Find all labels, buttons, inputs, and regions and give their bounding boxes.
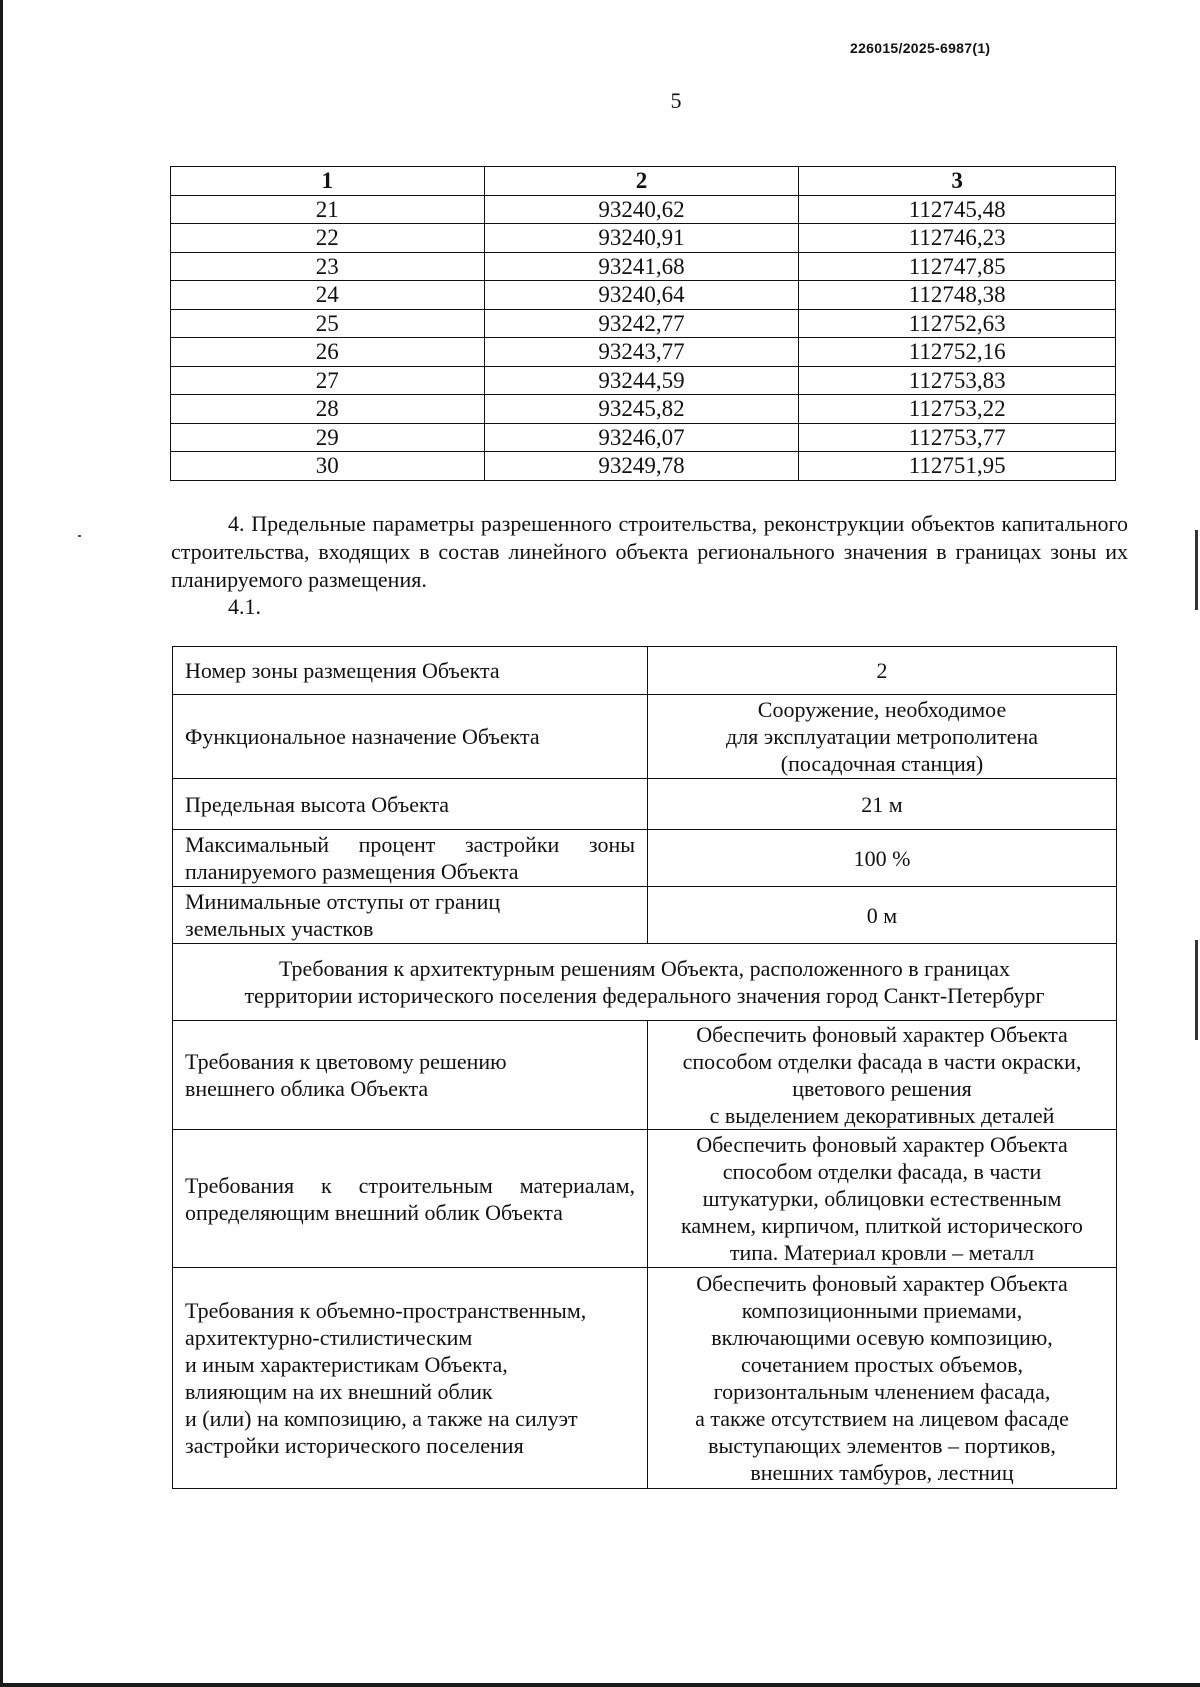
column-header: 3 [799,167,1116,196]
zone-number-value: 2 [648,647,1117,695]
materials-value-line: типа. Материал кровли – металл [729,1240,1035,1265]
point-number: 28 [171,395,485,424]
table-row [171,423,1116,452]
function-value-line: (посадочная станция) [780,751,984,776]
min-setbacks-value: 0 м [648,887,1117,944]
coordinate-y: 112746,23 [799,224,1116,253]
point-number: 21 [171,195,485,224]
coordinate-y: 112751,95 [799,452,1116,481]
zone-number-label: Номер зоны размещения Объекта [173,647,648,695]
column-header: 1 [171,167,485,196]
spatial-label-line: Требования к объемно-пространственным, [185,1298,587,1323]
spatial-value-line: Обеспечить фоновый характер Объекта [696,1271,1068,1296]
coordinate-x: 93242,77 [484,309,799,338]
spatial-label-line: влияющим на их внешний облик [185,1379,493,1404]
scan-edge-left [0,0,3,1687]
table-row [171,195,1116,224]
max-percent-label [173,830,648,887]
subsection-4-1-label: 4.1. [228,594,261,619]
coordinate-y: 112745,48 [799,195,1116,224]
table-row [173,1021,1117,1130]
coordinate-x: 93245,82 [484,395,799,424]
color-solution-value-line: с выделением декоративных деталей [709,1103,1055,1128]
point-number: 29 [171,423,485,452]
table-row [173,830,1117,887]
min-setbacks-label [173,887,648,944]
materials-value [648,1130,1117,1268]
materials-value-line: камнем, кирпичом, плиткой исторического [681,1213,1083,1238]
spatial-value-line: сочетанием простых объемов, [741,1352,1023,1377]
table-row [171,338,1116,367]
table-row [171,281,1116,310]
max-percent-value: 100 % [648,830,1117,887]
min-setbacks-label-line: Минимальные отступы от границ [185,889,501,914]
parameters-table [172,646,1117,1489]
table-row [171,452,1116,481]
color-solution-value-line: цветового решения [792,1076,972,1101]
point-number: 23 [171,252,485,281]
materials-value-line: способом отделки фасада, в части [722,1159,1042,1184]
coordinate-x: 93243,77 [484,338,799,367]
function-value-line: Сооружение, необходимое [757,697,1007,722]
coordinate-y: 112752,16 [799,338,1116,367]
spatial-label-line: и (или) на композицию, а также на силуэт [185,1406,578,1431]
table-row [173,1268,1117,1489]
coordinate-x: 93240,62 [484,195,799,224]
table-row [173,647,1117,695]
materials-value-line: Обеспечить фоновый характер Объекта [696,1132,1068,1157]
architectural-requirements-line: территории исторического поселения федерального значения город Санкт-Петербург [244,983,1045,1008]
spatial-value-line: внешних тамбуров, лестниц [750,1460,1014,1485]
table-row [171,395,1116,424]
scan-mark-right [1195,940,1198,1040]
coordinate-x: 93240,91 [484,224,799,253]
document-number: 226015/2025-6987(1) [850,40,991,56]
table-row [173,695,1117,779]
coordinate-x: 93240,64 [484,281,799,310]
materials-label [173,1130,648,1268]
scan-edge-bottom [0,1683,1200,1687]
color-solution-label-line: Требования к цветовому решению [185,1049,507,1074]
table-row [173,887,1117,944]
spatial-value-line: включающими осевую композицию, [711,1325,1053,1350]
min-setbacks-label-line: земельных участков [185,916,374,941]
coordinate-x: 93249,78 [484,452,799,481]
scan-dot [78,535,81,537]
color-solution-value-line: Обеспечить фоновый характер Объекта [696,1022,1068,1047]
max-height-label: Предельная высота Объекта [173,779,648,830]
table-row [173,944,1117,1021]
architectural-requirements-line: Требования к архитектурным решениям Объекта, расположенного в границах [278,956,1011,981]
coordinates-table [170,166,1116,481]
spatial-label [173,1268,648,1489]
coordinate-y: 112753,22 [799,395,1116,424]
spatial-label-line: застройки исторического поселения [185,1433,524,1458]
color-solution-label-line: внешнего облика Объекта [185,1076,429,1101]
max-height-value: 21 м [648,779,1117,830]
spatial-value-line: а также отсутствием на лицевом фасаде [695,1406,1069,1431]
materials-label-line: Требования к строительным материалам, [185,1172,635,1198]
materials-value-line: штукатурки, облицовки естественным [702,1186,1062,1211]
coordinate-y: 112753,83 [799,366,1116,395]
coordinate-y: 112753,77 [799,423,1116,452]
table-row [171,309,1116,338]
spatial-value-line: горизонтальным членением фасада, [713,1379,1051,1404]
table-row [171,366,1116,395]
point-number: 24 [171,281,485,310]
point-number: 26 [171,338,485,367]
max-percent-label-line: Максимальный процент застройки зоны [185,832,635,857]
architectural-requirements-header [173,944,1117,1021]
materials-label-line: определяющим внешний облик Объекта [185,1199,563,1225]
max-percent-label-line: планируемого размещения Объекта [185,859,519,884]
point-number: 22 [171,224,485,253]
spatial-value-line: выступающих элементов – портиков, [708,1433,1056,1458]
table-row [173,779,1117,830]
page-number: 5 [670,88,682,113]
point-number: 25 [171,309,485,338]
table-row [173,1130,1117,1268]
column-header: 2 [484,167,799,196]
coordinate-x: 93241,68 [484,252,799,281]
function-value [648,695,1117,779]
point-number: 30 [171,452,485,481]
table-header-row [171,167,1116,196]
coordinate-y: 112752,63 [799,309,1116,338]
color-solution-label [173,1021,648,1130]
coordinate-y: 112748,38 [799,281,1116,310]
coordinate-x: 93246,07 [484,423,799,452]
section-4-paragraph: 4. Предельные параметры разрешенного строительства, реконструкции объектов капитального строительства, входящих в состав линейного объекта регионального значения в границах зоны их планируемого размещения. [171,511,1128,592]
spatial-value-line: композиционными приемами, [741,1298,1023,1323]
scan-mark-right [1195,530,1198,610]
function-value-line: для эксплуатации метрополитена [726,724,1038,749]
function-label: Функциональное назначение Объекта [173,695,648,779]
table-row [171,224,1116,253]
spatial-label-line: и иным характеристикам Объекта, [185,1352,508,1377]
point-number: 27 [171,366,485,395]
color-solution-value [648,1021,1117,1130]
spatial-value [648,1268,1117,1489]
coordinate-x: 93244,59 [484,366,799,395]
coordinate-y: 112747,85 [799,252,1116,281]
spatial-label-line: архитектурно-стилистическим [185,1325,473,1350]
color-solution-value-line: способом отделки фасада в части окраски, [682,1049,1082,1074]
table-row [171,252,1116,281]
